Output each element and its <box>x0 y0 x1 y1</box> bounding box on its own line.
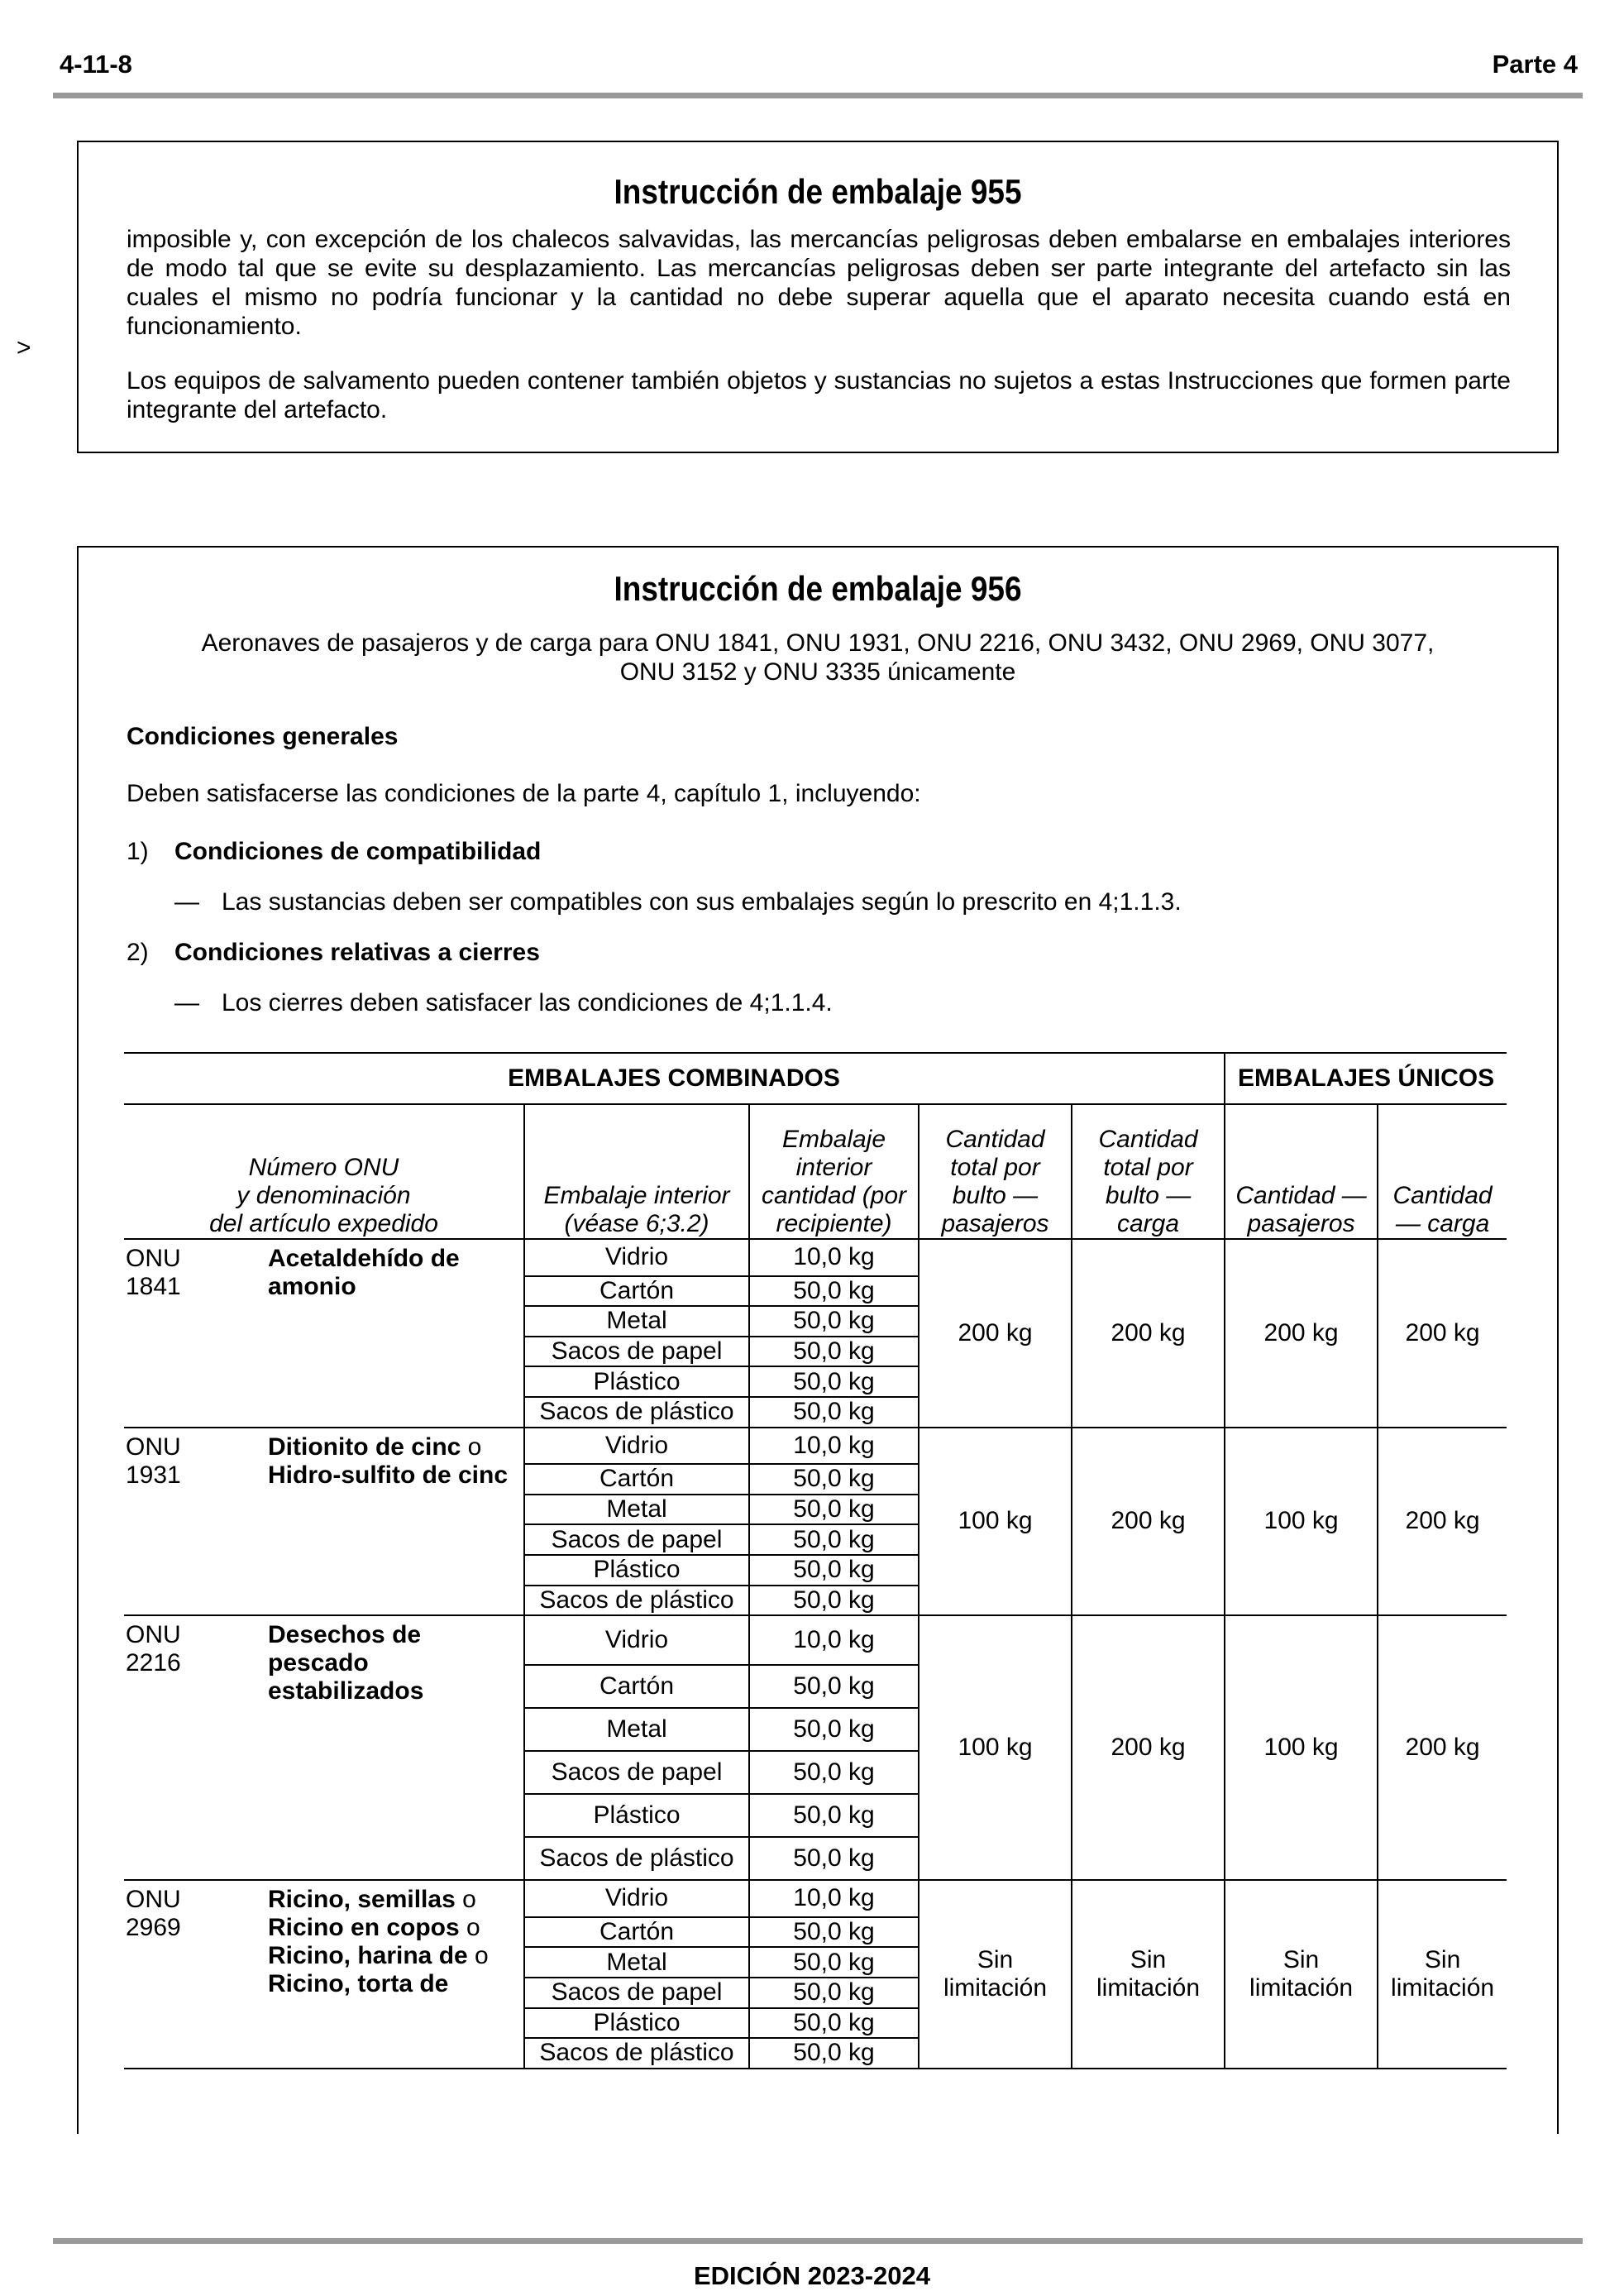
inner-packaging: Sacos de plástico <box>524 2038 749 2069</box>
inner-packaging: Metal <box>524 1306 749 1337</box>
inner-quantity: 50,0 kg <box>749 1586 919 1616</box>
group-combined-header: EMBALAJES COMBINADOS <box>124 1053 1225 1104</box>
group-single-header: EMBALAJES ÚNICOS <box>1225 1053 1507 1104</box>
inner-packaging: Plástico <box>524 1555 749 1586</box>
cond2-text: Los cierres deben satisfacer las condiciones de 4;1.1.4. <box>222 989 833 1016</box>
inner-quantity: 50,0 kg <box>749 1555 919 1586</box>
inner-packaging: Sacos de plástico <box>524 1586 749 1616</box>
inner-quantity: 50,0 kg <box>749 1464 919 1495</box>
col-single-cargo-header: Cantidad — carga <box>1378 1104 1507 1239</box>
single-cargo-quantity: 200 kg <box>1378 1615 1507 1880</box>
col-inner-header: Embalaje interior (véase 6;3.2) <box>524 1104 749 1239</box>
total-pax-quantity: 100 kg <box>919 1615 1072 1880</box>
single-cargo-quantity: 200 kg <box>1378 1239 1507 1428</box>
inner-quantity: 10,0 kg <box>749 1239 919 1276</box>
col-qty-inner-header: Embalaje interior cantidad (por recipiente) <box>749 1104 919 1239</box>
inner-packaging: Cartón <box>524 1917 749 1948</box>
inner-packaging: Cartón <box>524 1665 749 1708</box>
inner-quantity: 50,0 kg <box>749 1751 919 1794</box>
substance-cell <box>124 1615 524 1880</box>
pi955-para2: Los equipos de salvamento pueden contener también objetos y sustancias no sujetos a estas Instrucciones que formen parte integrante del artefacto. <box>127 367 1511 423</box>
single-pax-quantity: 100 kg <box>1225 1615 1378 1880</box>
col-single-pax-header: Cantidad — pasajeros <box>1225 1104 1378 1239</box>
revision-mark: > <box>17 334 31 361</box>
inner-quantity: 50,0 kg <box>749 1794 919 1837</box>
total-pax-quantity: 200 kg <box>919 1239 1072 1428</box>
general-heading: Condiciones generales <box>127 723 399 750</box>
single-cargo-quantity: 200 kg <box>1378 1428 1507 1616</box>
inner-quantity: 50,0 kg <box>749 2008 919 2039</box>
inner-packaging: Sacos de plástico <box>524 1397 749 1428</box>
inner-quantity: 50,0 kg <box>749 1708 919 1751</box>
inner-packaging: Metal <box>524 1495 749 1525</box>
inner-packaging: Sacos de papel <box>524 1524 749 1555</box>
inner-quantity: 50,0 kg <box>749 1837 919 1880</box>
col-total-cargo-header: Cantidad total por bulto — carga <box>1072 1104 1225 1239</box>
pi955-box <box>77 141 1559 453</box>
inner-packaging: Plástico <box>524 2008 749 2039</box>
inner-packaging: Vidrio <box>524 1239 749 1276</box>
inner-packaging: Vidrio <box>524 1880 749 1917</box>
cond1-number: 1) <box>127 838 149 865</box>
inner-quantity: 10,0 kg <box>749 1880 919 1917</box>
pi955-para1: imposible y, con excepción de los chalecos salvavidas, las mercancías peligrosas deben embalarse en embalajes interiores de modo tal que se evite su desplazamiento. Las mercancías peligrosas deben ser parte integrante del artefacto sin las cuales el mismo no podría funcionar y la cantidad no debe superar aquella que el aparato necesita cuando está en funcionamiento. <box>127 226 1511 340</box>
pi955-title: Instrucción de embalaje 955 <box>614 172 1022 211</box>
total-cargo-quantity: 200 kg <box>1072 1239 1225 1428</box>
total-pax-quantity: 100 kg <box>919 1428 1072 1616</box>
packing-table <box>124 1052 1507 2069</box>
cond2-title: Condiciones relativas a cierres <box>174 939 540 966</box>
inner-packaging: Cartón <box>524 1464 749 1495</box>
pi956-subtitle-1: Aeronaves de pasajeros y de carga para ONU 1841, ONU 1931, ONU 2216, ONU 3432, ONU 2969, ONU 3077, <box>201 629 1435 657</box>
inner-quantity: 50,0 kg <box>749 1366 919 1397</box>
substance-name: Ricino, semillas o Ricino en copos o Ricino, harina de o Ricino, torta de <box>268 1886 489 1998</box>
col-total-pax-header: Cantidad total por bulto — pasajeros <box>919 1104 1072 1239</box>
pi956-title: Instrucción de embalaje 956 <box>614 569 1022 608</box>
inner-packaging: Metal <box>524 1947 749 1978</box>
total-cargo-quantity: 200 kg <box>1072 1428 1225 1616</box>
single-pax-quantity: 100 kg <box>1225 1428 1378 1616</box>
inner-packaging: Sacos de papel <box>524 1978 749 2008</box>
inner-quantity: 50,0 kg <box>749 1276 919 1307</box>
inner-packaging: Plástico <box>524 1794 749 1837</box>
table-row <box>124 1615 1507 1665</box>
inner-quantity: 50,0 kg <box>749 1397 919 1428</box>
inner-quantity: 50,0 kg <box>749 1978 919 2008</box>
inner-quantity: 50,0 kg <box>749 1337 919 1367</box>
single-cargo-quantity: Sin limitación <box>1378 1880 1507 2069</box>
substance-cell <box>124 1880 524 2069</box>
inner-quantity: 50,0 kg <box>749 1524 919 1555</box>
inner-packaging: Sacos de plástico <box>524 1837 749 1880</box>
un-number: ONU 1931 <box>126 1433 181 1489</box>
single-pax-quantity: Sin limitación <box>1225 1880 1378 2069</box>
table-row <box>124 1239 1507 1276</box>
table-row <box>124 1880 1507 1917</box>
total-cargo-quantity: Sin limitación <box>1072 1880 1225 2069</box>
inner-packaging: Metal <box>524 1708 749 1751</box>
un-number: ONU 1841 <box>126 1245 181 1300</box>
cond1-title: Condiciones de compatibilidad <box>174 838 542 865</box>
inner-packaging: Vidrio <box>524 1615 749 1665</box>
substance-cell <box>124 1239 524 1428</box>
substance-name: Ditionito de cinc o Hidro-sulfito de cinc <box>268 1433 509 1489</box>
inner-quantity: 50,0 kg <box>749 1665 919 1708</box>
header-rule <box>53 93 1583 98</box>
inner-quantity: 50,0 kg <box>749 1495 919 1525</box>
table-row <box>124 1428 1507 1465</box>
substance-name: Desechos de pescado estabilizados <box>268 1621 424 1705</box>
cond1-dash: — <box>174 888 199 916</box>
total-cargo-quantity: 200 kg <box>1072 1615 1225 1880</box>
part-label: Parte 4 <box>1492 50 1578 79</box>
inner-quantity: 50,0 kg <box>749 2038 919 2069</box>
total-pax-quantity: Sin limitación <box>919 1880 1072 2069</box>
un-number: ONU 2969 <box>126 1886 181 1942</box>
inner-quantity: 50,0 kg <box>749 1947 919 1978</box>
inner-quantity: 50,0 kg <box>749 1917 919 1948</box>
pi956-subtitle-2: ONU 3152 y ONU 3335 únicamente <box>619 658 1016 686</box>
cond1-text: Las sustancias deben ser compatibles con sus embalajes según lo prescrito en 4;1.1.3. <box>222 888 1182 916</box>
inner-quantity: 10,0 kg <box>749 1615 919 1665</box>
substance-name: Acetaldehído de amonio <box>268 1245 460 1300</box>
inner-packaging: Vidrio <box>524 1428 749 1465</box>
cond2-dash: — <box>174 989 199 1016</box>
inner-packaging: Plástico <box>524 1366 749 1397</box>
page-number: 4-11-8 <box>60 50 132 79</box>
inner-quantity: 10,0 kg <box>749 1428 919 1465</box>
inner-packaging: Sacos de papel <box>524 1337 749 1367</box>
edition-label: EDICIÓN 2023-2024 <box>693 2261 931 2290</box>
cond2-number: 2) <box>127 939 149 966</box>
col-un-header: Número ONU y denominación del artículo expedido <box>124 1104 524 1239</box>
single-pax-quantity: 200 kg <box>1225 1239 1378 1428</box>
substance-cell <box>124 1428 524 1616</box>
inner-quantity: 50,0 kg <box>749 1306 919 1337</box>
footer-rule <box>53 2238 1583 2244</box>
general-intro: Deben satisfacerse las condiciones de la parte 4, capítulo 1, incluyendo: <box>127 780 921 807</box>
un-number: ONU 2216 <box>126 1621 181 1677</box>
inner-packaging: Cartón <box>524 1276 749 1307</box>
inner-packaging: Sacos de papel <box>524 1751 749 1794</box>
